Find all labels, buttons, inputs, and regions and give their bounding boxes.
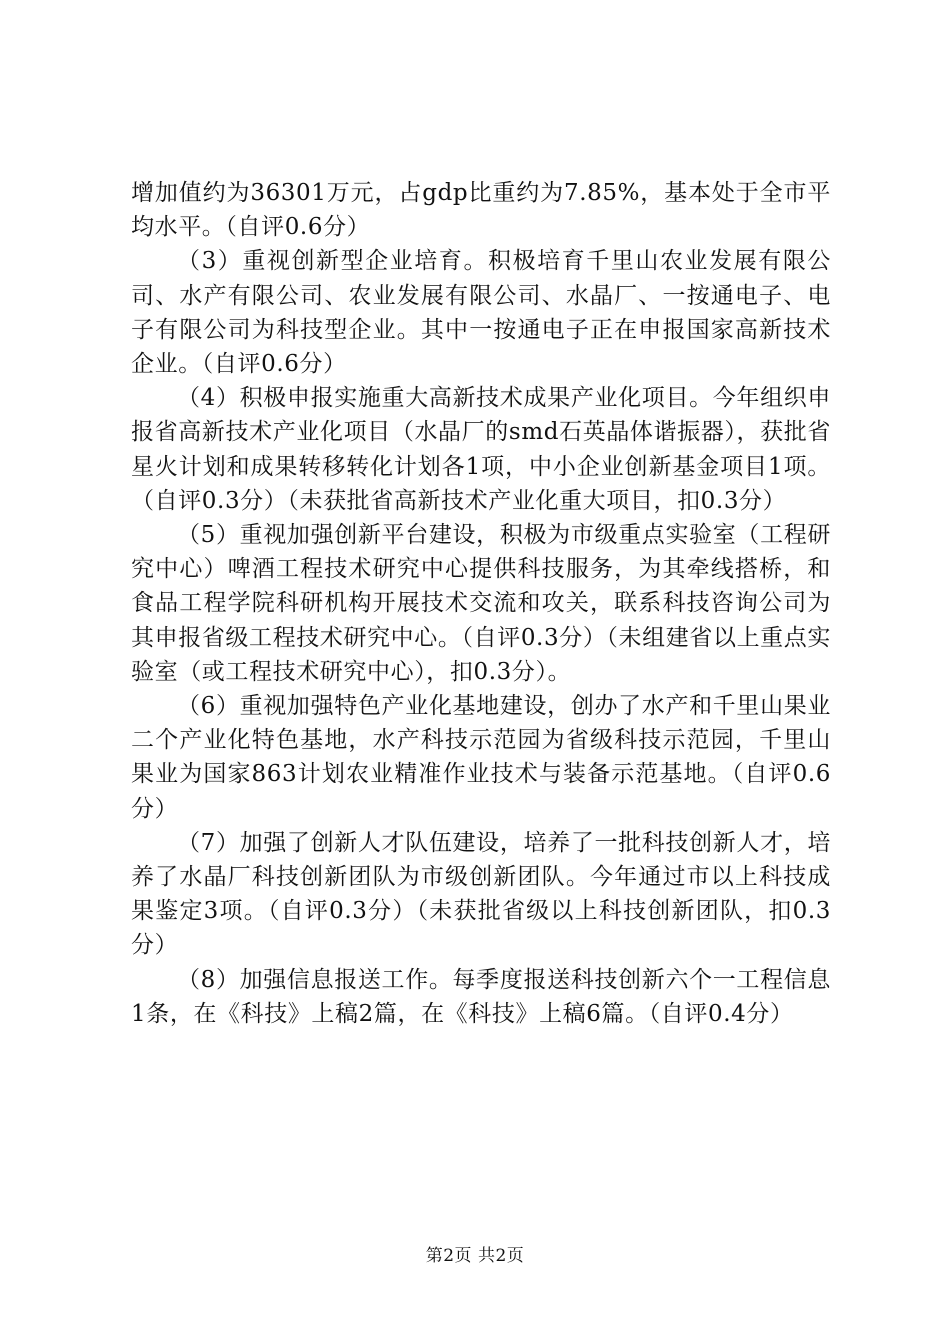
paragraph-item-3: （3）重视创新型企业培育。积极培育千里山农业发展有限公司、水产有限公司、农业发展有限公司、水晶厂、一按通电子、电子有限公司为科技型企业。其中一按通电子正在申报国家高新技术企业。（自评0.6分） (131, 248, 831, 378)
paragraph-continuation: 增加值约为36301万元，占gdp比重约为7.85%，基本处于全市平均水平。（自评0.6分） (131, 180, 831, 241)
paragraph-item-7: （7）加强了创新人才队伍建设，培养了一批科技创新人才，培养了水晶厂科技创新团队为市级创新团队。今年通过市以上科技成果鉴定3项。（自评0.3分）（未获批省级以上科技创新团队，扣0.3分） (131, 829, 831, 959)
document-body (131, 176, 831, 1031)
paragraph-item-6: （6）重视加强特色产业化基地建设，创办了水产和千里山果业二个产业化特色基地，水产科技示范园为省级科技示范园，千里山果业为国家863计划农业精准作业技术与装备示范基地。（自评0.6分） (131, 693, 831, 822)
page-number-label: 第2页 共2页 (425, 1246, 525, 1266)
page-footer (0, 1244, 950, 1268)
paragraph-item-5: （5）重视加强创新平台建设，积极为市级重点实验室（工程研究中心）啤酒工程技术研究中心提供科技服务，为其牵线搭桥，和食品工程学院科研机构开展技术交流和攻关，联系科技咨询公司为其申报省级工程技术研究中心。（自评0.3分）（未组建省以上重点实验室（或工程技术研究中心），扣0.3分）。 (131, 522, 831, 685)
paragraph-item-8: （8）加强信息报送工作。每季度报送科技创新六个一工程信息1条，在《科技》上稿2篇，在《科技》上稿6篇。（自评0.4分） (131, 966, 831, 1027)
paragraph-item-4: （4）积极申报实施重大高新技术成果产业化项目。今年组织申报省高新技术产业化项目（水晶厂的smd石英晶体谐振器），获批省星火计划和成果转移转化计划各1项，中小企业创新基金项目1项。（自评0.3分）（未获批省高新技术产业化重大项目，扣0.3分） (131, 385, 831, 514)
